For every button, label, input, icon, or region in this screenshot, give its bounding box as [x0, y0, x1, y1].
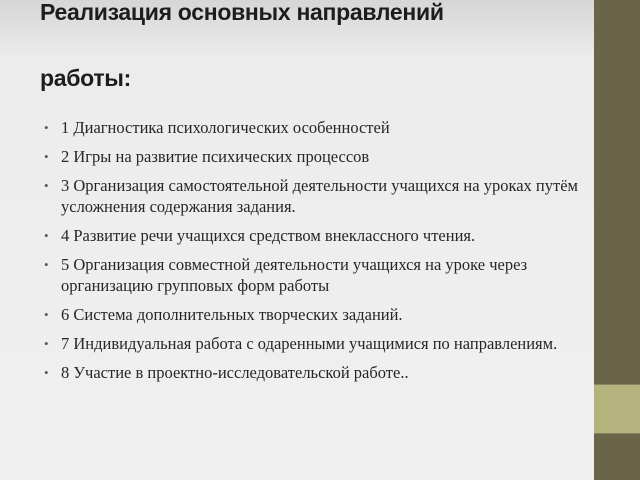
bullet-icon: • [44, 307, 49, 322]
bullet-icon: • [44, 149, 49, 164]
list-item [44, 362, 584, 383]
list-item [44, 304, 584, 325]
bullet-icon: • [44, 178, 49, 193]
list-item-text: 5 Организация совместной деятельности учащихся на уроке через организацию групповых форм работы [61, 255, 528, 295]
bullet-icon: • [44, 365, 49, 380]
bullet-icon: • [44, 120, 49, 135]
list-item-text: 8 Участие в проектно-исследовательской работе.. [61, 363, 409, 382]
list-item-text: 3 Организация самостоятельной деятельности учащихся на уроках путём усложнения содержания задания. [61, 176, 578, 216]
list-item [44, 333, 584, 354]
list-item [44, 225, 584, 246]
bullet-icon: • [44, 336, 49, 351]
list-item [44, 146, 584, 167]
side-band-accent [594, 385, 640, 433]
list-item [44, 175, 584, 217]
slide-title-line1: Реализация основных направлений [40, 0, 444, 25]
list-item-text: 7 Индивидуальная работа с одаренными учащимися по направлениям. [61, 334, 558, 353]
list-item [44, 117, 584, 138]
bullet-icon: • [44, 228, 49, 243]
list-item-text: 6 Система дополнительных творческих заданий. [61, 305, 403, 324]
bullet-icon: • [44, 257, 49, 272]
slide-title-line2: работы: [40, 65, 131, 91]
list-item-text: 4 Развитие речи учащихся средством внеклассного чтения. [61, 226, 476, 245]
list-item-text: 2 Игры на развитие психических процессов [61, 147, 370, 166]
list-item [44, 254, 584, 296]
side-band-divider [594, 433, 640, 434]
bullet-list [44, 117, 584, 391]
slide-title [40, 0, 580, 98]
list-item-text: 1 Диагностика психологических особенностей [61, 118, 390, 137]
